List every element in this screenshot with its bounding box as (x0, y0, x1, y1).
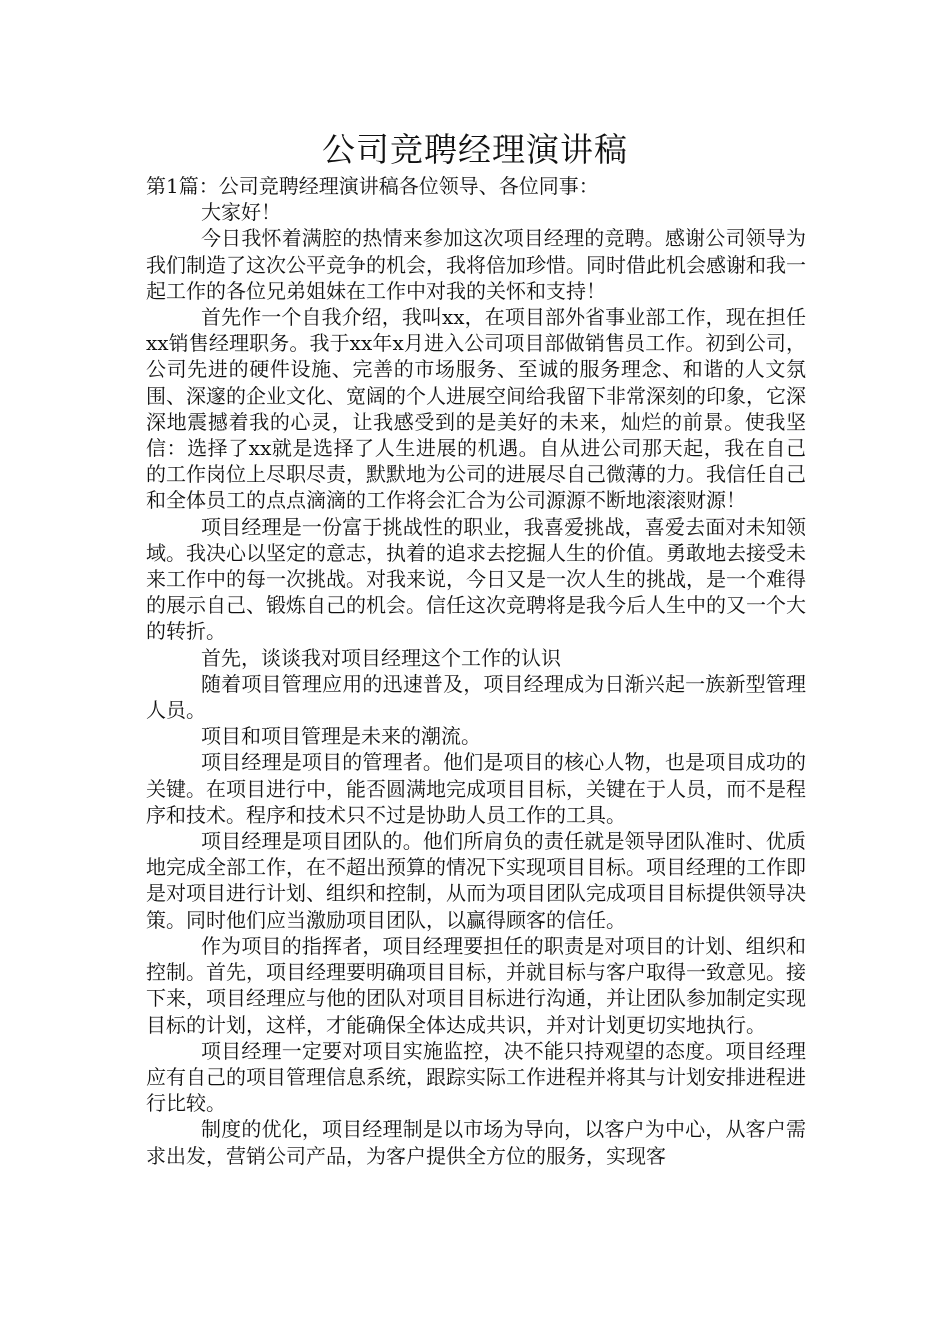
paragraph: 首先作一个自我介绍，我叫xx，在项目部外省事业部工作，现在担任xx销售经理职务。我于xx年x月进入公司项目部做销售员工作。初到公司，公司先进的硬件设施、完善的市场服务、至诚的服务理念、和谐的人文氛围、深邃的企业文化、宽阔的个人进展空间给我留下非常深刻的印象，它深深地震撼着我的心灵，让我感受到的是美好的未来，灿烂的前景。使我坚信：选择了xx就是选择了人生进展的机遇。自从进公司那天起，我在自己的工作岗位上尽职尽责，默默地为公司的进展尽自己微薄的力。我信任自己和全体员工的点点滴滴的工作将会汇合为公司源源不断地滚滚财源！ (146, 305, 806, 513)
document-title: 公司竞聘经理演讲稿 (322, 130, 628, 169)
document-body (146, 173, 806, 1169)
paragraph: 项目和项目管理是未来的潮流。 (201, 724, 481, 749)
paragraph: 今日我怀着满腔的热情来参加这次项目经理的竞聘。感谢公司领导为我们制造了这次公平竞争的机会，我将倍加珍惜。同时借此机会感谢和我一起工作的各位兄弟姐妹在工作中对我的关怀和支持！ (146, 226, 806, 303)
paragraph: 项目经理是项目团队的。他们所肩负的责任就是领导团队准时、优质地完成全部工作，在不超出预算的情况下实现项目目标。项目经理的工作即是对项目进行计划、组织和控制，从而为项目团队完成项目目标提供领导决策。同时他们应当激励项目团队，以赢得顾客的信任。 (146, 829, 806, 932)
paragraph: 项目经理一定要对项目实施监控，决不能只持观望的态度。项目经理应有自己的项目管理信息系统，跟踪实际工作进程并将其与计划安排进程进行比较。 (146, 1038, 806, 1116)
paragraph: 制度的优化，项目经理制是以市场为导向，以客户为中心，从客户需求出发，营销公司产品，为客户提供全方位的服务，实现客 (146, 1117, 806, 1168)
paragraph: 项目经理是一份富于挑战性的职业，我喜爱挑战，喜爱去面对未知领域。我决心以坚定的意志，执着的追求去挖掘人生的价值。勇敢地去接受未来工作中的每一次挑战。对我来说，今日又是一次人生的挑战，是一个难得的展示自己、锻炼自己的机会。信任这次竞聘将是我今后人生中的又一个大的转折。 (146, 514, 806, 644)
paragraph: 作为项目的指挥者，项目经理要担任的职责是对项目的计划、组织和控制。首先，项目经理要明确项目目标，并就目标与客户取得一致意见。接下来，项目经理应与他的团队对项目目标进行沟通，并让团队参加制定实现目标的计划，这样，才能确保全体达成共识，并对计划更切实地执行。 (146, 933, 806, 1037)
paragraph: 首先，谈谈我对项目经理这个工作的认识 (201, 645, 561, 670)
paragraph: 随着项目管理应用的迅速普及，项目经理成为日渐兴起一族新型管理人员。 (146, 671, 806, 723)
paragraph: 大家好！ (201, 200, 281, 225)
paragraph: 项目经理是项目的管理者。他们是项目的核心人物，也是项目成功的关键。在项目进行中，能否圆满地完成项目目标，关键在于人员，而不是程序和技术。程序和技术只不过是协助人员工作的工具。 (146, 750, 806, 827)
paragraph: 第1篇：公司竞聘经理演讲稿各位领导、各位同事： (146, 174, 599, 198)
